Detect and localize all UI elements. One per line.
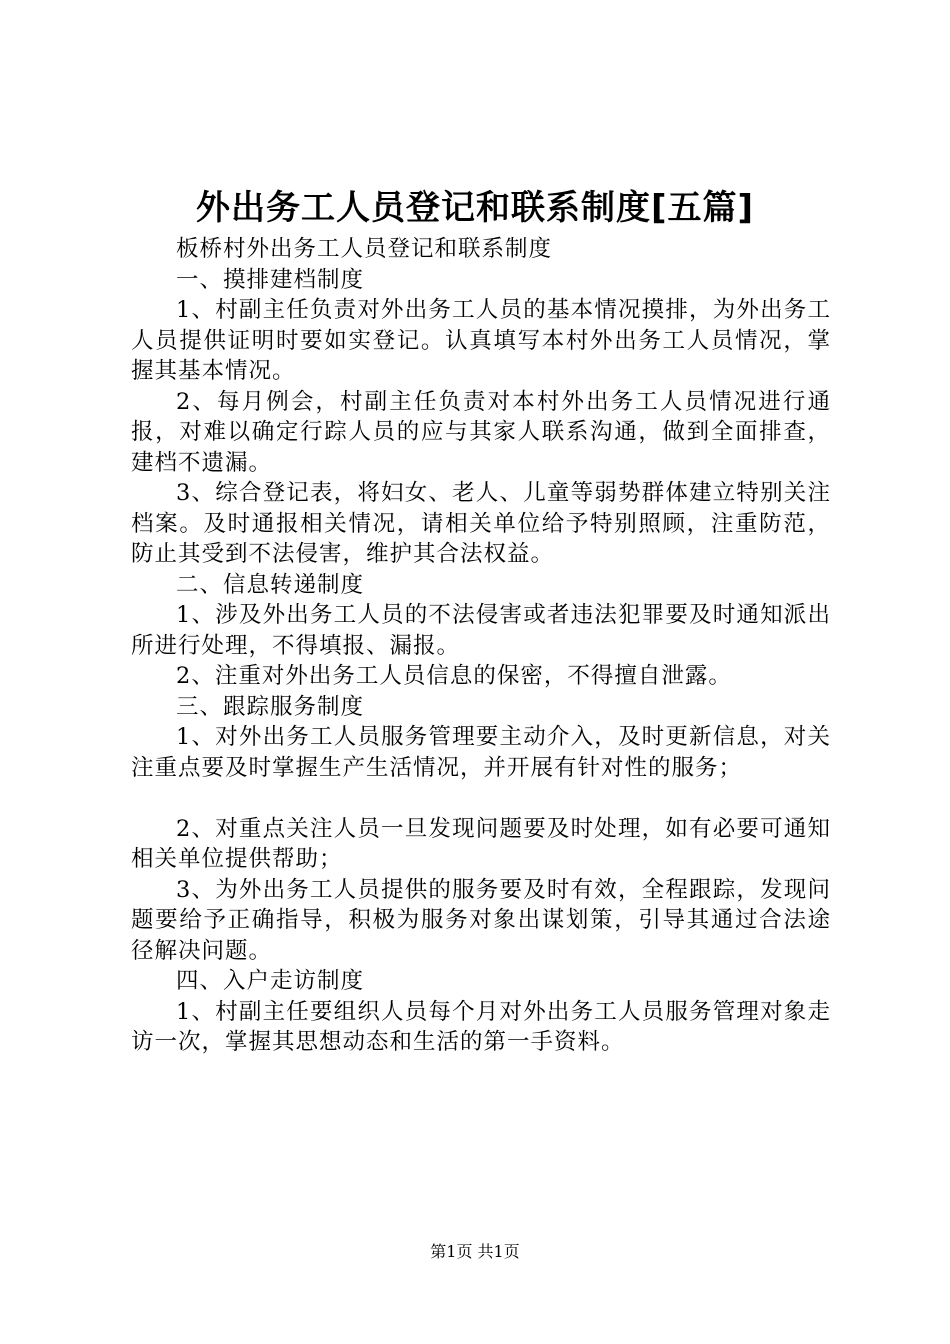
paragraph: 2、对重点关注人员一旦发现问题要及时处理，如有必要可通知相关单位提供帮助；: [131, 815, 831, 872]
paragraph: 1、村副主任负责对外出务工人员的基本情况摸排，为外出务工人员提供证明时要如实登记。认真填写本村外出务工人员情况，掌握其基本情况。: [131, 297, 831, 384]
section-heading-1: 一、摸排建档制度: [176, 266, 365, 293]
paragraph: 2、注重对外出务工人员信息的保密，不得擅自泄露。: [176, 663, 732, 689]
document-body: [131, 234, 831, 1058]
paragraph: 1、对外出务工人员服务管理要主动介入，及时更新信息，对关注重点要及时掌握生产生活情况，并开展有针对性的服务；: [131, 724, 831, 781]
paragraph: 1、涉及外出务工人员的不法侵害或者违法犯罪要及时通知派出所进行处理，不得填报、漏报。: [131, 602, 831, 659]
section-heading-2: 二、信息转递制度: [176, 571, 365, 598]
paragraph: 3、为外出务工人员提供的服务要及时有效，全程跟踪，发现问题要给予正确指导，积极为服务对象出谋划策，引导其通过合法途径解决问题。: [131, 876, 831, 964]
paragraph: 2、每月例会，村副主任负责对本村外出务工人员情况进行通报，对难以确定行踪人员的应与其家人联系沟通，做到全面排查，建档不遗漏。: [131, 388, 831, 476]
paragraph: 3、综合登记表，将妇女、老人、儿童等弱势群体建立特别关注档案。及时通报相关情况，请相关单位给予特别照顾，注重防范，防止其受到不法侵害，维护其合法权益。: [131, 480, 831, 567]
subtitle-paragraph: 板桥村外出务工人员登记和联系制度: [176, 236, 553, 262]
paragraph: 1、村副主任要组织人员每个月对外出务工人员服务管理对象走访一次，掌握其思想动态和生活的第一手资料。: [131, 998, 831, 1055]
section-heading-4: 四、入户走访制度: [176, 968, 365, 994]
document-title: 外出务工人员登记和联系制度[五篇]: [195, 188, 755, 228]
page-number-footer: 第1页 共1页: [430, 1242, 520, 1261]
section-heading-3: 三、跟踪服务制度: [176, 693, 365, 720]
blank-line: [131, 783, 831, 814]
